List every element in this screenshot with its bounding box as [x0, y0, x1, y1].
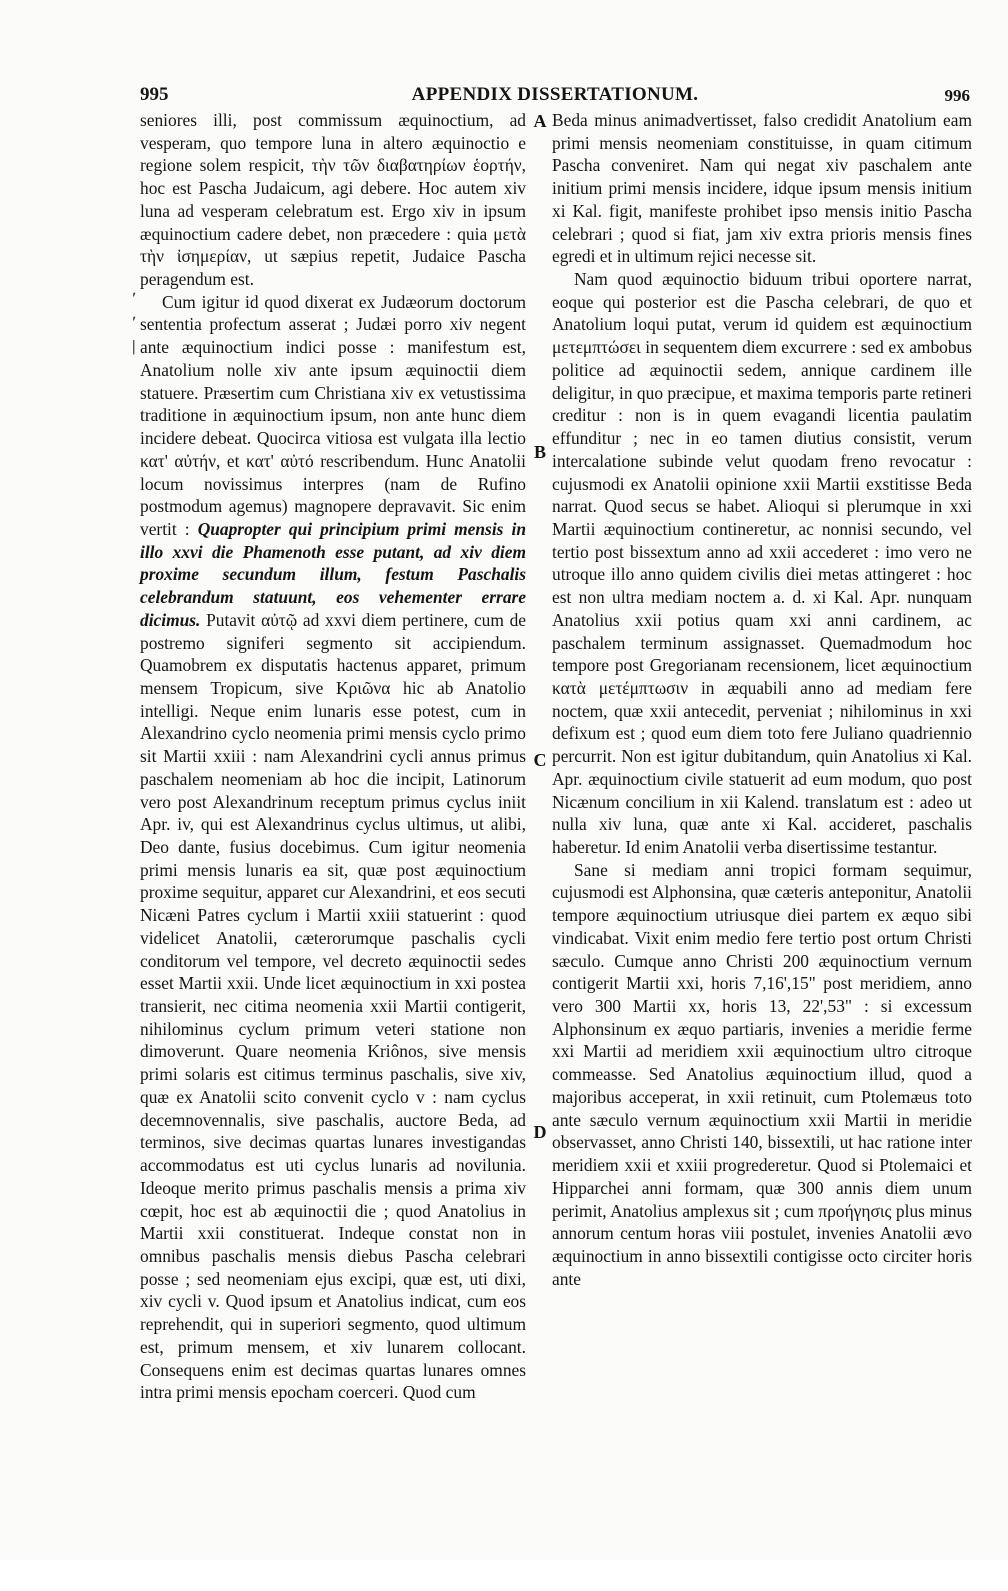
paragraph: Beda minus animadvertisset, falso credidit Anatolium eam primi mensis neomeniam constituisse, in quam citimum Pascha conveniret. Nam qui negat xiv paschalem ante initium primi mensis incidere, idque ipsum mensis initium xi Kal. figit, manifeste prohibet ipso mensis initio Pascha celebrari ; quod si fiat, jam xiv extra prioris mensis fines egredi et in ultimum rejici necesse sit. [552, 110, 972, 267]
page-number-right: 996 [944, 86, 970, 105]
paragraph-text: Cum igitur id quod dixerat ex Judæorum doctorum sententia profectum asserat ; Judæi porro xiv negent ante æquinoctium indici posse : manifestum est, Anatolium nolle xiv ante ipsum æquinoctii diem statuere. Præsertim cum Christiana xiv ex vetustissima traditione in æquinoctium ipsum, non ante hunc diem incidere debeat. Quocirca vitiosa est vulgata illa lectio κατ' αὐτήν, et κατ' αὐτό rescribendum. Hunc Anatolii locum novissimus interpres (nam de Rufino postmodum agemus) magnopere depravavit. Sic enim vertit : [140, 291, 526, 539]
edge-mark: ʹ [132, 314, 137, 331]
quoted-translation: Quapropter qui principium primi mensis in illo xxvi die Phamenoth esse putant, ad xiv diem proxime secundum illum, festum Paschalis celebrandum statuunt, eos vehementer errare dicimus. [140, 518, 526, 630]
page-number-left: 995 [140, 84, 169, 105]
paragraph: Nam quod æquinoctio biduum tribui oportere narrat, eoque qui posterior est die Pascha celebrari, de quo et Anatolium loqui putat, verum id quidem est æquinoctium μετεμπτώσει in sequentem diem excurrere : sed ex ambobus politice ad æquinoctii sedem, annique cardinem ille deligitur, in quo præcipue, et maxima temporis parte retineri creditur : non is in quem evagandi licentia paulatim effunditur ; nec in eo tamen diutius consistit, verum intercalatione subinde velut quodam freno revocatur : cujusmodi ex Anatolii opinione xxii Martii exstitisse Beda narrat. Quod secus se habet. Alioqui si plerumque in xxi Martii æquinoctium contineretur, ac nonnisi secundo, vel tertio post bissextum anno ad xxii accederet : imo vero ne utroque illo anno quidem civilis diei metas attingeret : hoc est non ultra mediam noctem a. d. xi Kal. Apr. nunquam Anatolius xxii potius quam xxi anni cardinem, ac paschalem terminum assignasset. Quemadmodum hoc tempore post Gregorianam recensionem, licet æquinoctium κατὰ μετέμπτωσιν in æquabili anno ad mediam fere noctem, quæ xxii antecedit, perveniat ; nihilominus in xxi defixum est ; quod eum diem toto fere Juliano quadriennio percurrit. Non est igitur dubitandum, quin Anatolius xi Kal. Apr. æquinoctium civile statuerit ad eum modum, quo post Nicænum concilium in xii Kalend. translatum est : adeo ut nulla xiv luna, quæ ante xi Kal. accideret, paschalis haberetur. Id enim Anatolii verba disertissime testantur. [552, 269, 972, 857]
edge-mark: | [132, 338, 136, 355]
right-column [552, 109, 972, 1290]
paragraph-text: Putavit αὐτῷ ad xxvi diem pertinere, cum de postremo signiferi segmento sit accipiendum. Quamobrem ex disputatis hactenus apparet, primum mensem Tropicum, sive Κριῶνα hic ab Anatolio intelligi. Neque enim lunaris esse potest, cum in Alexandrino cyclo neomenia primi mensis cyclo primo sit Martii xxiii : nam Alexandrini cycli annus primus paschalem neomeniam ab hoc die incipit, Latinorum vero post Alexandrinum receptum primus cyclus iniit Apr. iv, qui est Alexandrinus cyclus ultimus, ut alibi, Deo dante, fusius docebimus. Cum igitur neomenia primi mensis lunaris ea sit, quæ post æquinoctium proxime sequitur, apparet cur Alexandrini, et eos secuti Nicæni Patres cyclum i Martii xxiii statuerint : quod videlicet Anatolii, cæterorumque paschalis cycli conditorum vel tempore, vel decreto æquinoctii sedes esset Martii xxii. Unde licet æquinoctium in xxi postea transierit, nec citima neomenia xxii Martii contigerit, nihilominus cyclum primum veteri statione non dimoverunt. Quare neomenia Kriônos, sive mensis primi solaris est citimus terminus paschalis, sive xiv, quæ ex Anatolii scito convenit cyclo v : nam cyclus decemnovennalis, sive paschalis, auctore Beda, ad terminos, sive decimas quartas lunares investigandas accommodatus est uti cyclus lunaris ad novilunia. Ideoque merito primus paschalis mensis a prima xiv cœpit, hoc est ab æquinoctii die ; quod Anatolius in Martii xxii constituerat. Indeque constat non in omnibus paschalis mensis diebus Pascha celebrari posse ; sed neomeniam ejus excipi, quæ est, uti dixi, xiv cycli v. Quod ipsum et Anatolius indicat, cum eos reprehendit, qui in superiori segmento, quod ultimum est, primum mensem, et xiv lunarem collocant. Consequens enim est decimas quartas lunares omnes intra primi mensis epocham coerceri. Quod cum [140, 609, 526, 1403]
paragraph: Sane si mediam anni tropici formam sequimur, cujusmodi est Alphonsina, quæ cæteris anteponitur, Anatolii tempore æquinoctium utriusque diei partem ex æquo sibi vindicabat. Vixit enim medio fere tertio post ortum Christi sæculo. Cumque anno Christi 200 æquinoctium vernum contigerit Martii xxi, horis 7,16',15" post meridiem, anno vero 300 Martii xx, horis 13, 22',53" : si excessum Alphonsinum ex æquo partiaris, invenies a meridie ferme xxi Martii ad meridiem xxii æquinoctium ultro citroque commeasse. Sed Anatolius æquinoctium illud, quod a majoribus acceperat, in xxii retinuit, cum Ptolemæus toto ante sæculo vernum æquinoctium xxii Martii in meridie observasset, anno Christi 140, bissextili, ut hac ratione inter meridiem xxii et xxiii progrederetur. Quod si Ptolemaici et Hipparchei anni formam, quæ 300 annis diem unum perimit, Anatolius amplexus sit ; cum προήγησις plus minus annorum centum horas viii postulet, invenies Anatolii ævo æquinoctium in anno bissextili contigisse octo circiter horis ante [552, 859, 972, 1289]
margin-mark-d: D [533, 1122, 547, 1142]
paragraph [140, 291, 526, 1404]
margin-mark-c: C [533, 750, 547, 770]
margin-mark-b: B [533, 442, 546, 462]
paragraph: seniores illi, post commissum æquinoctium, ad vesperam, quo tempore luna in altero æquinoctio e regione solem respicit, τὴν τῶν διαβατηρίων ἑορτήν, hoc est Pascha Judaicum, agi debere. Hoc autem xiv luna ad vesperam celebratum est. Ergo xiv in ipsum æquinoctium cadere debet, non præcedere : quia μετὰ τὴν ἰσημερίαν, ut sæpius repetit, Judaice Pascha peragendum est. [140, 110, 526, 290]
margin-mark-a: A [533, 111, 547, 131]
left-column [140, 109, 526, 1404]
page-bottom-margin [0, 1560, 1008, 1591]
running-title: APPENDIX DISSERTATIONUM. [411, 84, 699, 105]
page-header [140, 84, 970, 110]
edge-mark: ʹ [132, 290, 137, 307]
